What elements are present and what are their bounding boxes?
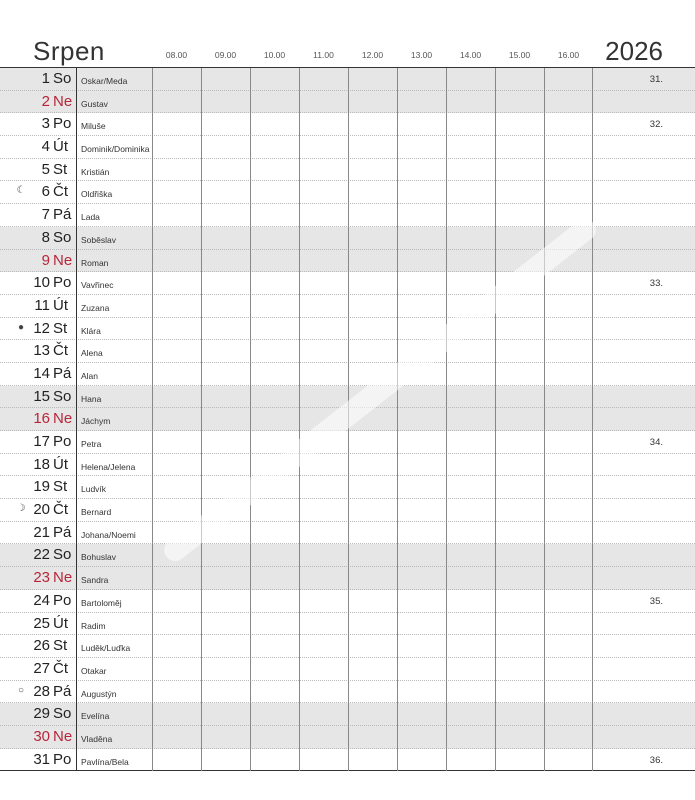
day-number: 20 xyxy=(33,501,50,519)
hour-label: 14.00 xyxy=(459,50,482,60)
day-number: 2 xyxy=(41,92,50,110)
name-day: Dominik/Dominika xyxy=(81,144,150,155)
day-number: 19 xyxy=(33,478,50,496)
day-number: 18 xyxy=(33,455,50,473)
name-day: Jáchym xyxy=(81,416,111,427)
name-day: Helena/Jelena xyxy=(81,461,136,472)
day-name: Po xyxy=(53,591,72,609)
name-day: Evelína xyxy=(81,711,110,722)
day-name: Čt xyxy=(53,183,68,201)
day-number: 6 xyxy=(41,183,50,201)
day-number: 13 xyxy=(33,342,50,360)
day-number: 10 xyxy=(33,274,50,292)
name-day: Bohuslav xyxy=(81,552,116,563)
day-name: St xyxy=(53,160,68,178)
column-line xyxy=(76,68,77,771)
name-day: Klára xyxy=(81,325,101,336)
hour-label: 13.00 xyxy=(410,50,433,60)
day-name: So xyxy=(53,228,72,246)
name-day: Sandra xyxy=(81,575,109,586)
name-day: Zuzana xyxy=(81,302,110,313)
day-name: Út xyxy=(53,296,68,314)
day-name: Ne xyxy=(53,410,73,428)
week-number: 32. xyxy=(649,119,663,131)
day-name: Po xyxy=(53,274,72,292)
week-number: 33. xyxy=(649,278,663,290)
day-name: Pá xyxy=(53,523,72,541)
name-day: Otakar xyxy=(81,665,107,676)
day-number: 24 xyxy=(33,591,50,609)
day-name: Po xyxy=(53,433,72,450)
day-number: 23 xyxy=(33,569,50,587)
day-number: 11 xyxy=(34,296,50,314)
moon-phase-icon: ☾ xyxy=(16,185,26,197)
column-line xyxy=(152,68,153,771)
day-name: So xyxy=(53,70,72,87)
moon-phase-icon: ● xyxy=(17,321,25,333)
name-day: Bernard xyxy=(81,507,112,518)
name-day: Petra xyxy=(81,439,102,449)
name-day: Soběslav xyxy=(81,234,116,245)
day-name: Ne xyxy=(53,727,73,745)
day-name: Čt xyxy=(53,342,68,360)
name-day: Vavřinec xyxy=(81,280,114,291)
day-name: Út xyxy=(53,455,68,473)
moon-phase-icon: ○ xyxy=(17,684,25,696)
week-number: 35. xyxy=(649,595,663,607)
day-name: So xyxy=(53,705,72,723)
name-day: Lada xyxy=(81,212,100,223)
year-title: 2026 xyxy=(605,36,663,66)
day-name: Po xyxy=(53,115,72,133)
name-day: Roman xyxy=(81,257,109,268)
week-number: 31. xyxy=(649,74,663,85)
day-number: 21 xyxy=(33,523,50,541)
day-name: So xyxy=(53,387,72,405)
hour-label: 10.00 xyxy=(263,50,286,60)
day-name: Po xyxy=(53,750,72,768)
name-day: Bartoloměj xyxy=(81,597,122,608)
name-day: Oskar/Meda xyxy=(81,76,128,86)
name-day: Ludvík xyxy=(81,484,107,495)
day-name: Ne xyxy=(53,569,73,587)
name-day: Alan xyxy=(81,370,99,381)
name-day: Kristián xyxy=(81,166,110,177)
day-number: 25 xyxy=(33,614,50,632)
name-day: Augustýn xyxy=(81,688,117,699)
day-name: St xyxy=(53,637,68,655)
day-name: Ne xyxy=(53,92,73,110)
day-number: 30 xyxy=(33,727,50,745)
day-number: 1 xyxy=(41,70,50,87)
day-number: 4 xyxy=(41,138,50,156)
hour-label: 12.00 xyxy=(361,50,384,60)
day-number: 31 xyxy=(33,750,50,768)
day-name: St xyxy=(53,478,68,496)
day-name: Út xyxy=(53,138,68,156)
day-number: 28 xyxy=(33,682,50,700)
week-number: 34. xyxy=(649,437,663,448)
column-line xyxy=(397,68,398,771)
day-name: St xyxy=(53,319,68,337)
day-number: 7 xyxy=(41,206,50,224)
day-name: So xyxy=(53,546,72,564)
day-number: 22 xyxy=(33,546,50,564)
week-number: 36. xyxy=(649,754,663,766)
hour-label: 08.00 xyxy=(165,50,188,60)
name-day: Pavlína/Bela xyxy=(81,756,129,767)
day-name: Pá xyxy=(53,364,72,382)
column-line xyxy=(544,68,545,771)
day-name: Pá xyxy=(53,206,72,224)
day-name: Ne xyxy=(53,251,73,269)
name-day: Oldřiška xyxy=(81,189,113,200)
day-number: 9 xyxy=(41,251,50,269)
name-day: Johana/Noemi xyxy=(81,529,136,540)
day-number: 17 xyxy=(33,433,50,450)
name-day: Gustav xyxy=(81,98,108,109)
day-number: 16 xyxy=(33,410,50,428)
day-number: 27 xyxy=(33,659,50,677)
name-day: Hana xyxy=(81,393,102,404)
column-line xyxy=(446,68,447,771)
day-name: Pá xyxy=(53,682,72,700)
column-line xyxy=(495,68,496,771)
day-name: Čt xyxy=(53,659,68,677)
name-day: Miluše xyxy=(81,121,106,132)
name-day: Luděk/Luďka xyxy=(81,643,131,654)
column-line xyxy=(299,68,300,771)
day-number: 15 xyxy=(33,387,50,405)
hour-label: 11.00 xyxy=(313,50,334,60)
day-number: 26 xyxy=(33,637,50,655)
hour-header xyxy=(152,50,592,62)
hour-label: 16.00 xyxy=(557,50,580,60)
day-number: 3 xyxy=(41,115,50,133)
day-name: Út xyxy=(53,614,68,632)
day-number: 5 xyxy=(41,160,50,178)
column-line xyxy=(250,68,251,771)
name-day: Alena xyxy=(81,348,103,359)
name-day: Vladěna xyxy=(81,733,113,744)
hour-label: 09.00 xyxy=(214,50,237,60)
day-number: 14 xyxy=(33,364,50,382)
day-number: 8 xyxy=(41,228,50,246)
day-name: Čt xyxy=(53,501,68,519)
column-line xyxy=(348,68,349,771)
column-line xyxy=(201,68,202,771)
moon-phase-icon: ☽ xyxy=(16,503,26,515)
column-line xyxy=(592,68,593,771)
hour-label: 15.00 xyxy=(508,50,531,60)
name-day: Radim xyxy=(81,620,106,631)
day-number: 29 xyxy=(33,705,50,723)
day-number: 12 xyxy=(33,319,50,337)
month-title: Srpen xyxy=(33,36,105,66)
